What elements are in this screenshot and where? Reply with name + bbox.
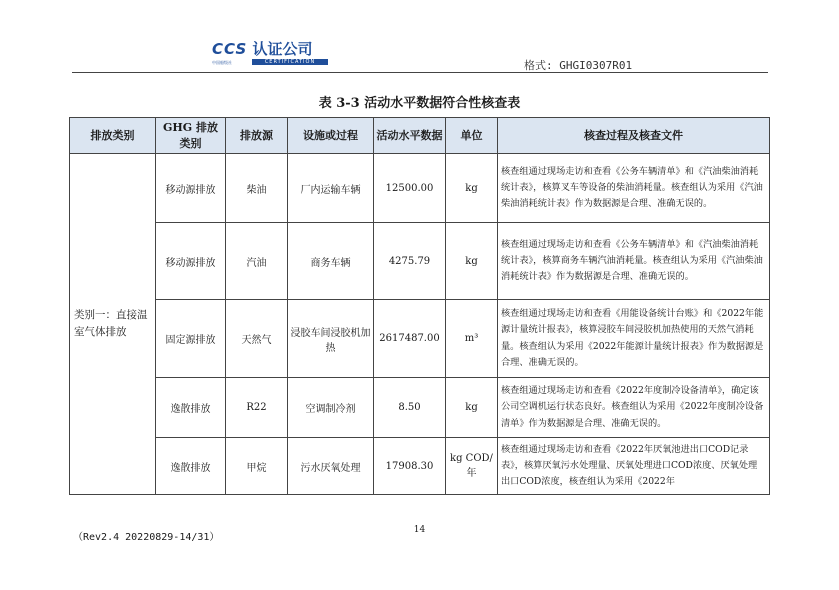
table-row <box>70 154 770 223</box>
facility-cell: 商务车辆 <box>288 223 374 300</box>
column-header: 排放源 <box>226 118 288 154</box>
description-cell: 核查组通过现场走访和查看《公务车辆清单》和《汽油柴油消耗统计表》，核算商务车辆汽油消耗量。核查组认为采用《汽油柴油消耗统计表》作为数据源是合理、准确无误的。 <box>498 223 770 300</box>
table-row <box>70 378 770 438</box>
emission-category: 类别一：直接温室气体排放 <box>70 154 156 495</box>
source-cell: 柴油 <box>226 154 288 223</box>
description-cell: 核查组通过现场走访和查看《用能设备统计台账》和《2022年能源计量统计报表》，核算浸胶车间浸胶机加热使用的天然气消耗量。核查组认为采用《2022年能源计量统计报表》作为数据源是合理、准确无误的。 <box>498 300 770 378</box>
value-cell: 12500.00 <box>374 154 446 223</box>
facility-cell: 污水厌氧处理 <box>288 438 374 495</box>
ghg-type-cell: 逸散排放 <box>156 378 226 438</box>
description-cell: 核查组通过现场走访和查看《公务车辆清单》和《汽油柴油消耗统计表》，核算叉车等设备的柴油消耗量。核查组认为采用《汽油柴油消耗统计表》作为数据源是合理、准确无误的。 <box>498 154 770 223</box>
table-title: 表 3-3 活动水平数据符合性核查表 <box>318 96 521 111</box>
column-header: 排放类别 <box>70 118 156 154</box>
logo-subtext: 中国船级社 <box>212 60 232 65</box>
value-cell: 2617487.00 <box>374 300 446 378</box>
unit-cell: kg <box>446 223 498 300</box>
facility-cell: 浸胶车间浸胶机加热 <box>288 300 374 378</box>
value-cell: 4275.79 <box>374 223 446 300</box>
unit-cell: kg <box>446 154 498 223</box>
source-cell: R22 <box>226 378 288 438</box>
unit-cell: kg COD/年 <box>446 438 498 495</box>
source-cell: 甲烷 <box>226 438 288 495</box>
table-row <box>70 223 770 300</box>
source-cell: 汽油 <box>226 223 288 300</box>
revision-footer: （Rev2.4 20220829-14/31） <box>73 532 220 543</box>
ghg-type-cell: 移动源排放 <box>156 223 226 300</box>
table-row <box>70 300 770 378</box>
column-header: 设施或过程 <box>288 118 374 154</box>
unit-cell: kg <box>446 378 498 438</box>
column-header: 单位 <box>446 118 498 154</box>
logo-wordmark: CCS 认证公司 <box>212 40 313 58</box>
ghg-type-cell: 移动源排放 <box>156 154 226 223</box>
column-header: GHG 排放类别 <box>156 118 226 154</box>
facility-cell: 空调制冷剂 <box>288 378 374 438</box>
facility-cell: 厂内运输车辆 <box>288 154 374 223</box>
logo-band: CERTIFICATION <box>252 59 328 65</box>
unit-cell: m³ <box>446 300 498 378</box>
header-divider <box>72 72 768 73</box>
activity-data-table <box>69 117 770 495</box>
ghg-type-cell: 逸散排放 <box>156 438 226 495</box>
page-header <box>0 0 839 80</box>
value-cell: 8.50 <box>374 378 446 438</box>
page-number: 14 <box>413 525 426 535</box>
column-header: 核查过程及核查文件 <box>498 118 770 154</box>
description-cell: 核查组通过现场走访和查看《2022年度制冷设备清单》，确定该公司空调机运行状态良好。核查组认为采用《2022年度制冷设备清单》作为数据源是合理、准确无误的。 <box>498 378 770 438</box>
description-cell: 核查组通过现场走访和查看《2022年厌氧池进出口COD记录表》，核算厌氧污水处理量、厌氧处理进口COD浓度、厌氧处理出口COD浓度，核查组认为采用《2022年 <box>498 438 770 495</box>
table-row <box>70 438 770 495</box>
column-header: 活动水平数据 <box>374 118 446 154</box>
format-code: 格式: GHGI0307R01 <box>524 59 633 72</box>
ghg-type-cell: 固定源排放 <box>156 300 226 378</box>
ccs-logo <box>212 41 330 67</box>
value-cell: 17908.30 <box>374 438 446 495</box>
source-cell: 天然气 <box>226 300 288 378</box>
table-header-row <box>70 118 770 154</box>
